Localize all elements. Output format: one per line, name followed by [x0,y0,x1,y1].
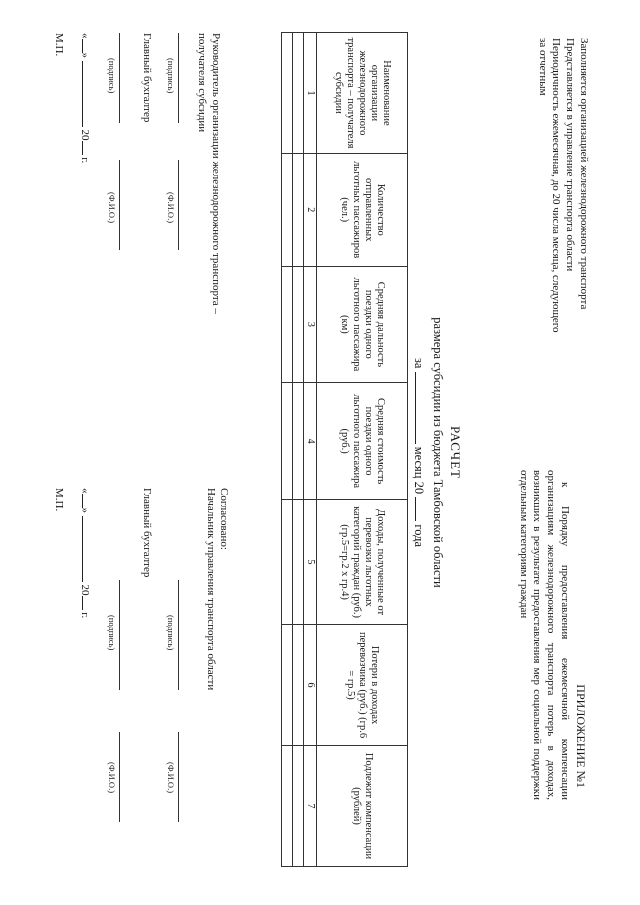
right-date-open: « [79,488,91,494]
column-header: Наименование организации железнодорожного транспорта – получателя субсидии [317,33,408,154]
appendix-title: ПРИЛОЖЕНИЕ №1 [574,684,588,788]
table-cell[interactable] [293,625,304,746]
left-year-suffix: г. [79,157,91,164]
period-month: месяц 20 [412,446,426,495]
right-stamp: М.П. [53,488,65,512]
appendix-block [516,470,588,800]
column-header: Подлежит компенсации (рублей) [317,746,408,867]
left-date-close: » [79,52,91,58]
right-date-close: » [79,507,91,513]
column-header: Средняя стоимость поездки одного льготного пассажира (руб.) [317,383,408,500]
period-year-blank[interactable] [415,497,428,521]
right-name-line[interactable] [178,732,179,822]
right-year-blank[interactable] [82,596,95,610]
table-data-row [282,33,293,867]
left-date [77,33,95,163]
left-stamp: М.П. [53,33,65,57]
left-accountant-name-line[interactable] [119,160,120,250]
left-sign-line[interactable] [178,33,179,123]
period-suffix: года [412,524,426,547]
reporting-period [410,0,428,905]
right-day-blank[interactable] [82,494,95,508]
left-sign-label: (подпись) [166,58,176,94]
table-cell[interactable] [282,500,293,625]
right-sign-line[interactable] [178,580,179,690]
right-accountant-name-label: (Ф.И.О.) [107,762,117,794]
table-cell[interactable] [282,33,293,154]
right-year-prefix: 20 [79,584,91,596]
appendix-text: к Порядку предоставления ежемесячной компенсации организациям железнодорожного транспорта потерь в доходах, возникших в результате предоставления мер социальной поддержки отдельным категориям граждан [517,470,571,800]
column-header: Количество отправленных льготных пассажиров (чел.) [317,153,408,266]
right-agreed-label: Согласовано: [218,488,230,550]
left-name-line[interactable] [178,160,179,250]
column-number: 5 [304,500,317,625]
left-date-open: « [79,33,91,39]
right-accountant-name-line[interactable] [119,732,120,822]
right-accountant-sign-line[interactable] [119,580,120,690]
table-data-row [293,33,304,867]
left-year-prefix: 20 [79,129,91,141]
left-accountant-label: Главный бухгалтер [141,33,153,123]
right-accountant-sign-label: (подпись) [107,615,117,651]
table-cell[interactable] [293,383,304,500]
table-cell[interactable] [293,153,304,266]
intro-line: Представляется в управление транспорта области [564,38,577,272]
left-name-label: (Ф.И.О.) [166,192,176,224]
left-signature-head: Руководитель организации железнодорожного транспорта – получателя субсидии [196,33,222,314]
right-sign-label: (подпись) [166,615,176,651]
period-prefix: за [412,357,426,369]
table-cell[interactable] [282,266,293,383]
left-accountant-name-label: (Ф.И.О.) [107,192,117,224]
calculation-table [282,32,409,867]
left-accountant-sign-label: (подпись) [107,58,117,94]
left-day-blank[interactable] [82,39,95,53]
left-year-blank[interactable] [82,141,95,155]
right-name-label: (Ф.И.О.) [166,762,176,794]
table-cell[interactable] [293,500,304,625]
intro-block [535,38,590,368]
left-accountant-sign-line[interactable] [119,33,120,123]
table-cell[interactable] [282,383,293,500]
table-cell[interactable] [293,33,304,154]
intro-line: Периодичность ежемесячная, до 20 числа месяца, следующего [550,38,563,333]
column-number: 4 [304,383,317,500]
table-cell[interactable] [282,746,293,867]
column-number: 7 [304,746,317,867]
left-month-blank[interactable] [82,61,95,127]
table-cell[interactable] [293,266,304,383]
column-number: 6 [304,625,317,746]
intro-line: за отчетным [536,38,549,96]
table-cell[interactable] [282,625,293,746]
column-number-row [304,33,317,867]
column-number: 2 [304,153,317,266]
document-title: РАСЧЕТ [448,426,463,479]
column-header: Доходы, полученные от перевозки льготных категорий граждан (руб.) (гр.5=гр.2 х гр.4) [317,500,408,625]
right-year-suffix: г. [79,612,91,619]
column-number: 1 [304,33,317,154]
right-signature-head: Начальник управления транспорта области [205,488,217,691]
table-cell[interactable] [282,153,293,266]
right-date [77,488,95,618]
period-month-blank[interactable] [415,372,428,444]
right-month-blank[interactable] [82,516,95,582]
document-subtitle: размера субсидии из бюджета Тамбовской области [431,317,445,588]
column-header: Потери в доходах перевозчика (руб.) (гр.6 = гр.5) [317,625,408,746]
column-number: 3 [304,266,317,383]
intro-line: Заполняется организацией железнодорожного транспорта [578,38,590,310]
column-header: Средняя дальность поездки одного льготного пассажира (км) [317,266,408,383]
table-header-row [317,33,408,867]
right-accountant-label: Главный бухгалтер [141,488,153,578]
table-cell[interactable] [293,746,304,867]
